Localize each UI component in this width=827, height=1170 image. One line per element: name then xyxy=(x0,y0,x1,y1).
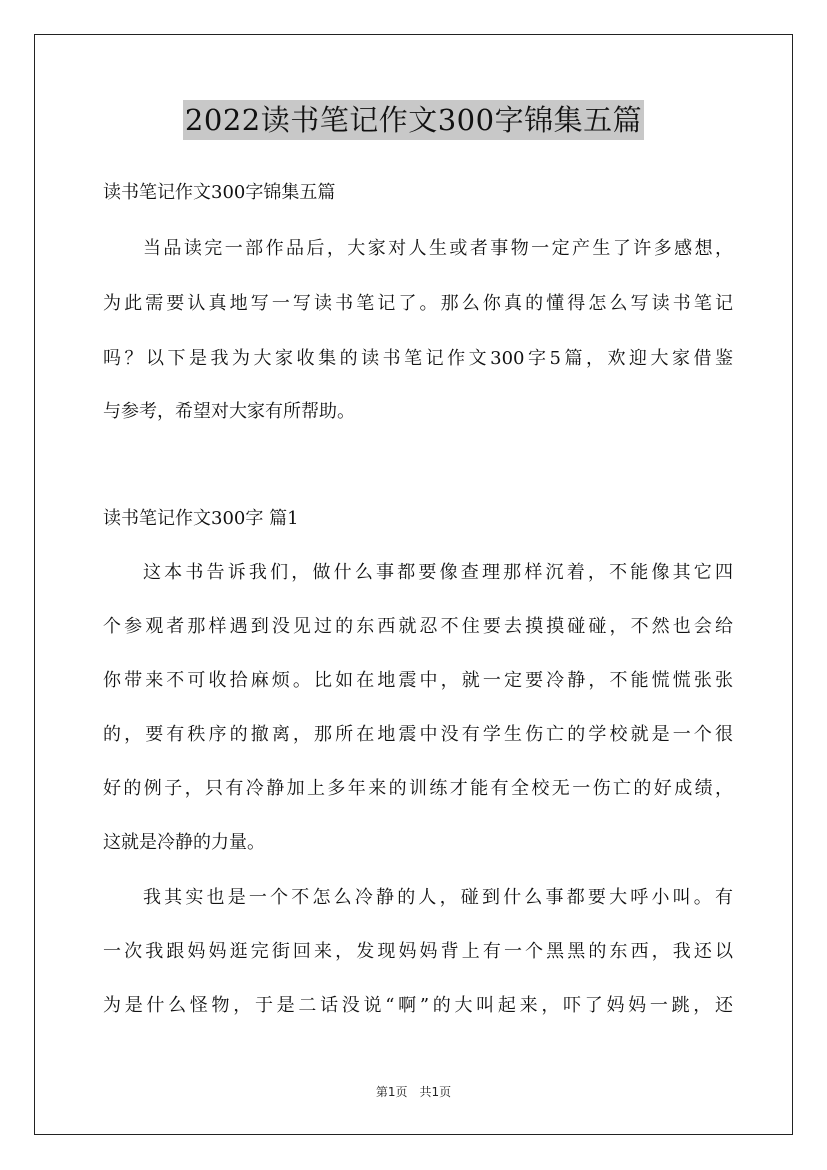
paragraph-line: 为是什么怪物，于是二话没说“啊”的大叫起来，吓了妈妈一跳，还 xyxy=(103,995,733,1016)
page-total: 共1页 xyxy=(419,1085,452,1099)
page-number: 第1页 xyxy=(375,1085,408,1099)
document-subtitle: 读书笔记作文300字锦集五篇 xyxy=(103,182,336,203)
paragraph-line: 你带来不可收拾麻烦。比如在地震中，就一定要冷静，不能慌慌张张 xyxy=(103,670,733,691)
intro-line: 与参考，希望对大家有所帮助。 xyxy=(103,401,355,422)
paragraph-line: 一次我跟妈妈逛完街回来，发现妈妈背上有一个黑黑的东西，我还以 xyxy=(103,941,733,962)
section-heading: 读书笔记作文300字 篇1 xyxy=(103,508,299,529)
paragraph-line: 我其实也是一个不怎么冷静的人，碰到什么事都要大呼小叫。有 xyxy=(143,887,733,908)
paragraph-line: 好的例子，只有冷静加上多年来的训练才能有全校无一伤亡的好成绩， xyxy=(103,778,733,799)
document-title: 2022读书笔记作文300字锦集五篇 xyxy=(183,100,644,140)
intro-line: 当品读完一部作品后，大家对人生或者事物一定产生了许多感想， xyxy=(143,238,733,259)
page-footer xyxy=(0,1084,827,1100)
intro-line: 吗？以下是我为大家收集的读书笔记作文300字5篇，欢迎大家借鉴 xyxy=(103,348,733,369)
paragraph-line: 这就是冷静的力量。 xyxy=(103,832,265,853)
paragraph-line: 个参观者那样遇到没见过的东西就忍不住要去摸摸碰碰，不然也会给 xyxy=(103,616,733,637)
paragraph-line: 的，要有秩序的撤离，那所在地震中没有学生伤亡的学校就是一个很 xyxy=(103,724,733,745)
paragraph-line: 这本书告诉我们，做什么事都要像查理那样沉着，不能像其它四 xyxy=(143,562,733,583)
title-container xyxy=(0,100,827,140)
intro-line: 为此需要认真地写一写读书笔记了。那么你真的懂得怎么写读书笔记 xyxy=(103,293,733,314)
